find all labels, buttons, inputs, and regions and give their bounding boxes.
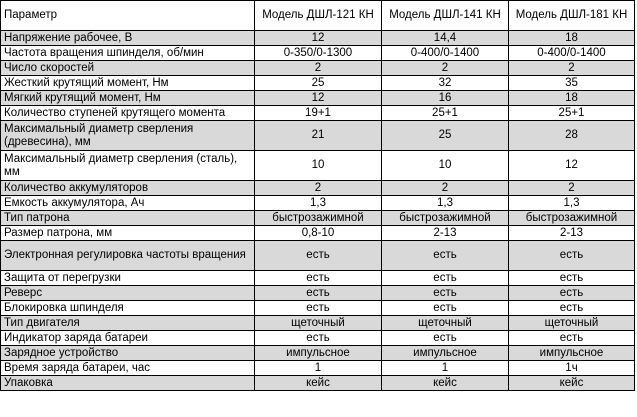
row-value: импульсное xyxy=(509,346,635,361)
row-value: 25 xyxy=(255,76,382,91)
row-value: 2 xyxy=(509,61,635,76)
row-param: Напряжение рабочее, В xyxy=(1,31,255,46)
row-value: щеточный xyxy=(255,316,382,331)
row-value: 2 xyxy=(255,61,382,76)
row-value: 1 xyxy=(255,361,382,376)
row-param: Частота вращения шпинделя, об/мин xyxy=(1,46,255,61)
row-value: 1,3 xyxy=(382,196,509,211)
row-value: 1 xyxy=(382,361,509,376)
row-param: Реверс xyxy=(1,286,255,301)
row-value: 1,3 xyxy=(255,196,382,211)
header-param: Параметр xyxy=(1,1,255,31)
row-value: кейс xyxy=(509,376,635,391)
row-value: есть xyxy=(382,301,509,316)
row-value: 0-350/0-1300 xyxy=(255,46,382,61)
row-value: 25 xyxy=(382,121,509,151)
row-value: есть xyxy=(382,241,509,271)
row-param: Время заряда батареи, час xyxy=(1,361,255,376)
row-value: 12 xyxy=(509,151,635,181)
table-row xyxy=(1,301,635,316)
row-param: Упаковка xyxy=(1,376,255,391)
table-row xyxy=(1,226,635,241)
row-value: быстрозажимной xyxy=(255,211,382,226)
row-value: 12 xyxy=(255,91,382,106)
row-value: 18 xyxy=(509,31,635,46)
row-param: Число скоростей xyxy=(1,61,255,76)
table-row xyxy=(1,271,635,286)
row-param: Тип патрона xyxy=(1,211,255,226)
table-row xyxy=(1,151,635,181)
row-value: быстрозажимной xyxy=(509,211,635,226)
row-value: 14,4 xyxy=(382,31,509,46)
row-value: 2-13 xyxy=(509,226,635,241)
row-param: Защита от перегрузки xyxy=(1,271,255,286)
row-value: 2-13 xyxy=(382,226,509,241)
row-value: есть xyxy=(382,271,509,286)
header-row xyxy=(1,1,635,31)
table-row xyxy=(1,286,635,301)
table-row xyxy=(1,91,635,106)
row-value: есть xyxy=(382,286,509,301)
row-value: 10 xyxy=(255,151,382,181)
table-row xyxy=(1,211,635,226)
table-row xyxy=(1,361,635,376)
table-row xyxy=(1,76,635,91)
row-value: есть xyxy=(255,241,382,271)
table-row xyxy=(1,121,635,151)
row-value: есть xyxy=(255,301,382,316)
row-value: импульсное xyxy=(382,346,509,361)
row-value: 2 xyxy=(382,61,509,76)
header-model-181: Модель ДШЛ-181 КН xyxy=(509,1,635,31)
row-value: есть xyxy=(509,331,635,346)
row-value: 10 xyxy=(382,151,509,181)
header-model-141: Модель ДШЛ-141 КН xyxy=(382,1,509,31)
header-model-121: Модель ДШЛ-121 КН xyxy=(255,1,382,31)
row-param: Количество аккумуляторов xyxy=(1,181,255,196)
row-value: 2 xyxy=(255,181,382,196)
row-value: 35 xyxy=(509,76,635,91)
row-param: Блокировка шпинделя xyxy=(1,301,255,316)
table-row xyxy=(1,331,635,346)
row-param: Жесткий крутящий момент, Нм xyxy=(1,76,255,91)
table-row xyxy=(1,181,635,196)
row-value: есть xyxy=(255,286,382,301)
row-value: 28 xyxy=(509,121,635,151)
row-value: есть xyxy=(382,331,509,346)
row-value: 2 xyxy=(509,181,635,196)
table-row xyxy=(1,46,635,61)
table-row xyxy=(1,106,635,121)
row-param: Индикатор заряда батареи xyxy=(1,331,255,346)
table-row xyxy=(1,31,635,46)
table-row xyxy=(1,196,635,211)
table-row xyxy=(1,61,635,76)
row-value: есть xyxy=(509,301,635,316)
row-param: Максимальный диаметр сверления (древесина), мм xyxy=(1,121,255,151)
table-row xyxy=(1,346,635,361)
row-value: 25+1 xyxy=(382,106,509,121)
row-value: 1ч xyxy=(509,361,635,376)
row-value: 0-400/0-1400 xyxy=(382,46,509,61)
row-value: 32 xyxy=(382,76,509,91)
row-value: 21 xyxy=(255,121,382,151)
row-value: 0,8-10 xyxy=(255,226,382,241)
row-value: есть xyxy=(255,331,382,346)
row-value: 18 xyxy=(509,91,635,106)
row-value: 12 xyxy=(255,31,382,46)
row-value: импульсное xyxy=(255,346,382,361)
row-value: быстрозажимной xyxy=(382,211,509,226)
row-value: 0-400/0-1400 xyxy=(509,46,635,61)
row-value: есть xyxy=(509,241,635,271)
table-row xyxy=(1,376,635,391)
row-param: Электронная регулировка частоты вращения xyxy=(1,241,255,271)
row-value: 19+1 xyxy=(255,106,382,121)
row-value: есть xyxy=(509,286,635,301)
row-value: есть xyxy=(509,271,635,286)
row-value: щеточный xyxy=(509,316,635,331)
row-param: Зарядное устройство xyxy=(1,346,255,361)
row-value: 25+1 xyxy=(509,106,635,121)
row-param: Емкость аккумулятора, Ач xyxy=(1,196,255,211)
row-param: Размер патрона, мм xyxy=(1,226,255,241)
row-value: кейс xyxy=(255,376,382,391)
row-param: Максимальный диаметр сверления (сталь), мм xyxy=(1,151,255,181)
row-value: 2 xyxy=(382,181,509,196)
row-value: кейс xyxy=(382,376,509,391)
row-param: Тип двигателя xyxy=(1,316,255,331)
row-param: Количество ступеней крутящего момента xyxy=(1,106,255,121)
row-value: есть xyxy=(255,271,382,286)
row-param: Мягкий крутящий момент, Нм xyxy=(1,91,255,106)
row-value: 1,3 xyxy=(509,196,635,211)
table-row xyxy=(1,241,635,271)
row-value: щеточный xyxy=(382,316,509,331)
table-row xyxy=(1,316,635,331)
row-value: 16 xyxy=(382,91,509,106)
